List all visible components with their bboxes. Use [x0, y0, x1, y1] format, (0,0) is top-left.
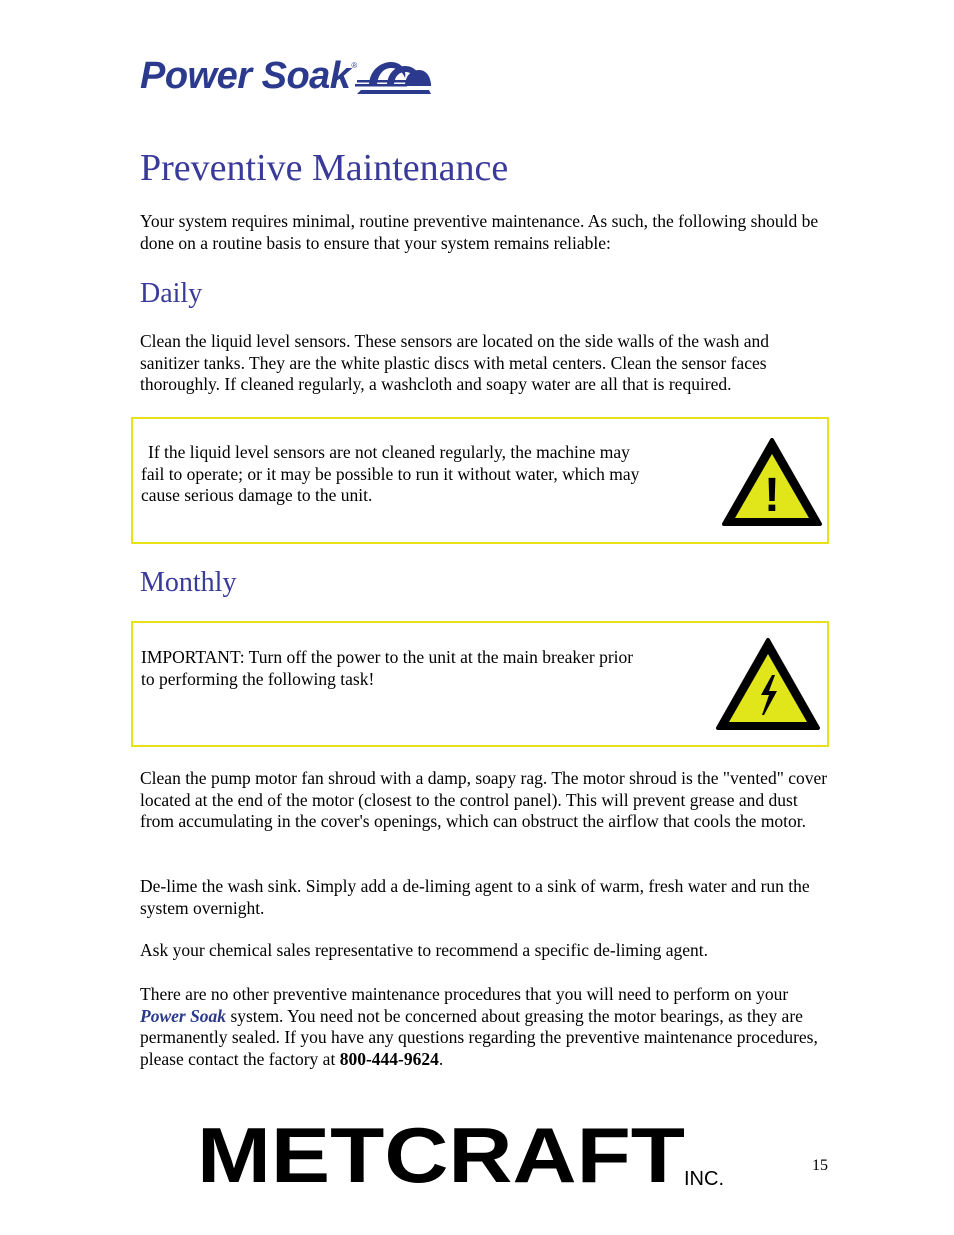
daily-warning-text: If the liquid level sensors are not cleaned regularly, the machine may fail to operate; or it may be possible to run it without water, which may cause serious damage to the unit.: [141, 442, 640, 506]
metcraft-logo: [197, 1120, 737, 1190]
exclamation-glyph: !: [764, 469, 780, 522]
monthly-paragraph-3: Ask your chemical sales representative to recommend a specific de-liming agent.: [140, 940, 709, 960]
closing-paragraph: [140, 984, 832, 1070]
wave-logo-icon: [351, 56, 433, 96]
monthly-paragraph-2: De-lime the wash sink. Simply add a de-liming agent to a sink of warm, fresh water and run the system overnight.: [140, 876, 810, 918]
warning-exclamation-icon: [721, 437, 823, 527]
power-soak-logo: [140, 54, 433, 96]
closing-text-1: There are no other preventive maintenance procedures that you will need to perform on your: [140, 984, 789, 1004]
brand-name-inline: Power Soak: [140, 1005, 227, 1026]
electrical-hazard-icon: [715, 637, 821, 731]
page-title: Preventive Maintenance: [140, 147, 509, 189]
registered-mark: ®: [351, 61, 358, 70]
intro-paragraph: Your system requires minimal, routine preventive maintenance. As such, the following should be done on a routine basis to ensure that your system remains reliable:: [140, 211, 819, 253]
monthly-paragraph-1: Clean the pump motor fan shroud with a damp, soapy rag. The motor shroud is the "vented" cover located at the end of the motor (closest to the control panel). This will prevent grease and dust from accumulating in the cover's openings, which can obstruct the airflow that cools the motor.: [140, 768, 828, 832]
monthly-warning-box: [131, 621, 829, 747]
monthly-heading: Monthly: [140, 567, 237, 598]
daily-heading: Daily: [140, 278, 203, 309]
closing-text-3: .: [438, 1048, 444, 1069]
factory-phone-number: 800-444-9624: [339, 1048, 439, 1069]
page-number: 15: [812, 1157, 828, 1174]
daily-paragraph: Clean the liquid level sensors. These sensors are located on the side walls of the wash and sanitizer tanks. They are the white plastic discs with metal centers. Clean the sensor faces thoroughly. If cleaned regularly, a washcloth and soapy water are all that is required.: [140, 331, 770, 395]
closing-text-2: system. You need not be concerned about greasing the motor bearings, as they are permanently sealed. If you have any questions regarding the preventive maintenance procedures, please contact the factory at: [140, 1005, 818, 1069]
power-soak-logo-text: Power Soak: [140, 55, 351, 97]
monthly-warning-text: IMPORTANT: Turn off the power to the unit at the main breaker prior to performing the following task!: [141, 647, 634, 689]
daily-warning-box: [131, 417, 829, 544]
metcraft-logo-text: METCRAFT: [197, 1120, 685, 1190]
metcraft-inc-text: INC.: [684, 1168, 724, 1190]
